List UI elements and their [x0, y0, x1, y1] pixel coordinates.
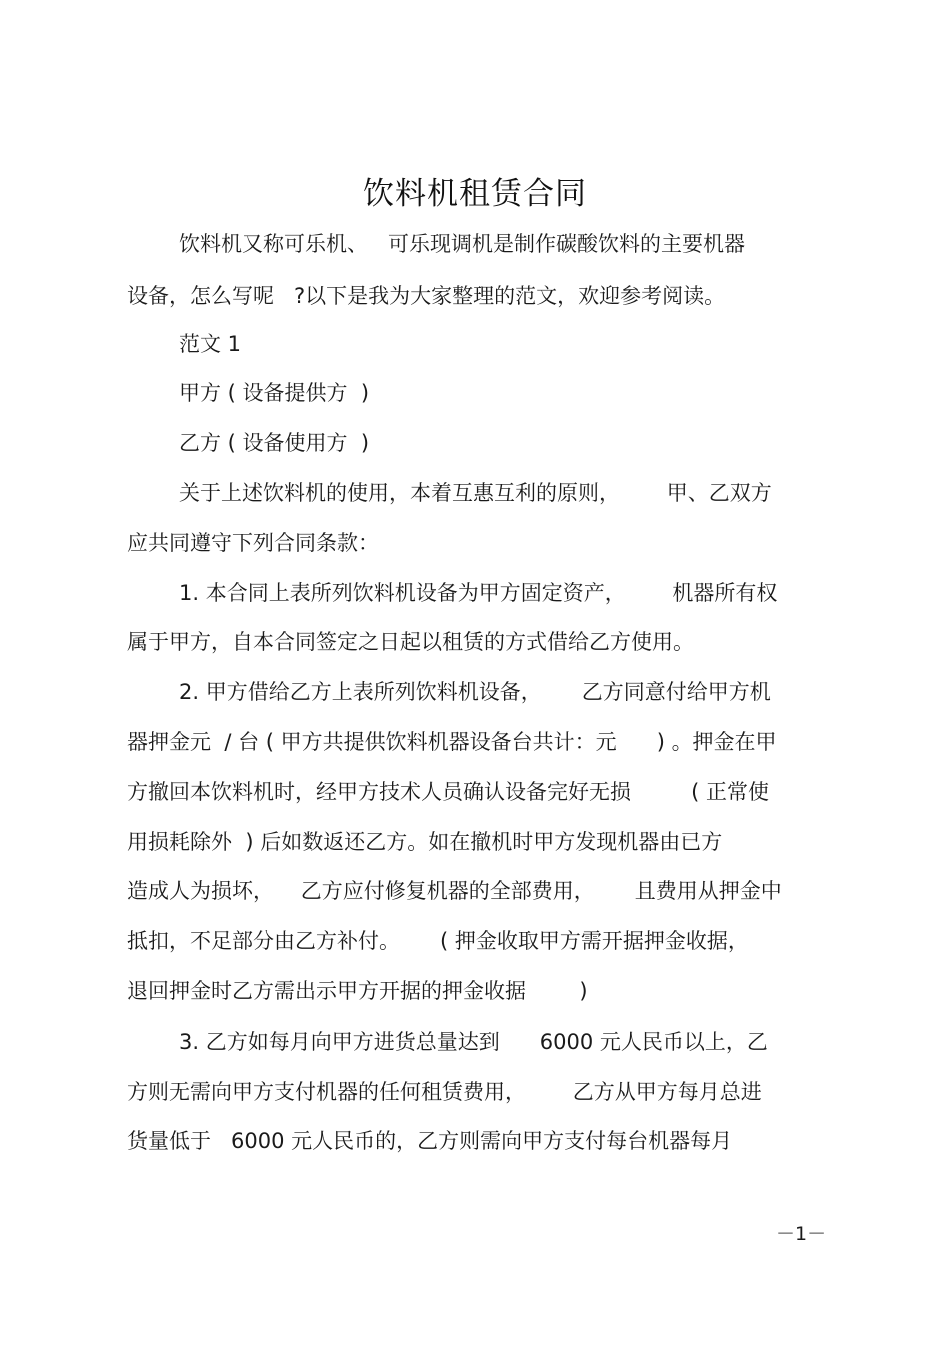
party-b-line: 乙方 ( 设备使用方 ) [179, 431, 370, 455]
clause-1-line-1: 1. 本合同上表所列饮料机设备为甲方固定资产， 机器所有权 [179, 581, 778, 605]
party-a-line: 甲方 ( 设备提供方 ) [179, 381, 370, 405]
clause-2-line-6: 抵扣，不足部分由乙方补付。 ( 押金收取甲方需开据押金收据， [127, 929, 749, 953]
clause-2-line-1: 2. 甲方借给乙方上表所列饮料机设备， 乙方同意付给甲方机 [179, 680, 771, 704]
clause-2-line-2: 器押金元 / 台 ( 甲方共提供饮料机器设备台共计：元 ) 。押金在甲 [127, 730, 777, 754]
clause-2-line-7: 退回押金时乙方需出示甲方开据的押金收据 ) [127, 979, 588, 1003]
intro-line-2: 设备，怎么写呢 ?以下是我为大家整理的范文，欢迎参考阅读。 [127, 284, 726, 308]
clause-1-line-2: 属于甲方，自本合同签定之日起以租赁的方式借给乙方使用。 [127, 630, 694, 654]
clause-3-line-2: 方则无需向甲方支付机器的任何租赁费用， 乙方从甲方每月总进 [127, 1080, 762, 1104]
clause-2-line-3: 方撤回本饮料机时，经甲方技术人员确认设备完好无损 ( 正常使 [127, 780, 769, 804]
sample-heading: 范文 1 [179, 332, 242, 356]
preamble-line-1: 关于上述饮料机的使用，本着互惠互利的原则， 甲、乙双方 [179, 481, 772, 505]
clause-2-line-4: 用损耗除外 ) 后如数返还乙方。如在撤机时甲方发现机器由已方 [127, 830, 723, 854]
clause-3-line-3: 货量低于 6000 元人民币的，乙方则需向甲方支付每台机器每月 [127, 1129, 733, 1153]
document-title: 饮料机租赁合同 [363, 176, 587, 212]
clause-3-line-1: 3. 乙方如每月向甲方进货总量达到 6000 元人民币以上，乙 [179, 1030, 768, 1054]
intro-line-1: 饮料机又称可乐机、 可乐现调机是制作碳酸饮料的主要机器 [179, 232, 746, 256]
clause-2-line-5: 造成人为损坏， 乙方应付修复机器的全部费用， 且费用从押金中 [127, 879, 782, 903]
page-number: －1－ [776, 1223, 827, 1245]
preamble-line-2: 应共同遵守下列合同条款： [127, 531, 379, 555]
